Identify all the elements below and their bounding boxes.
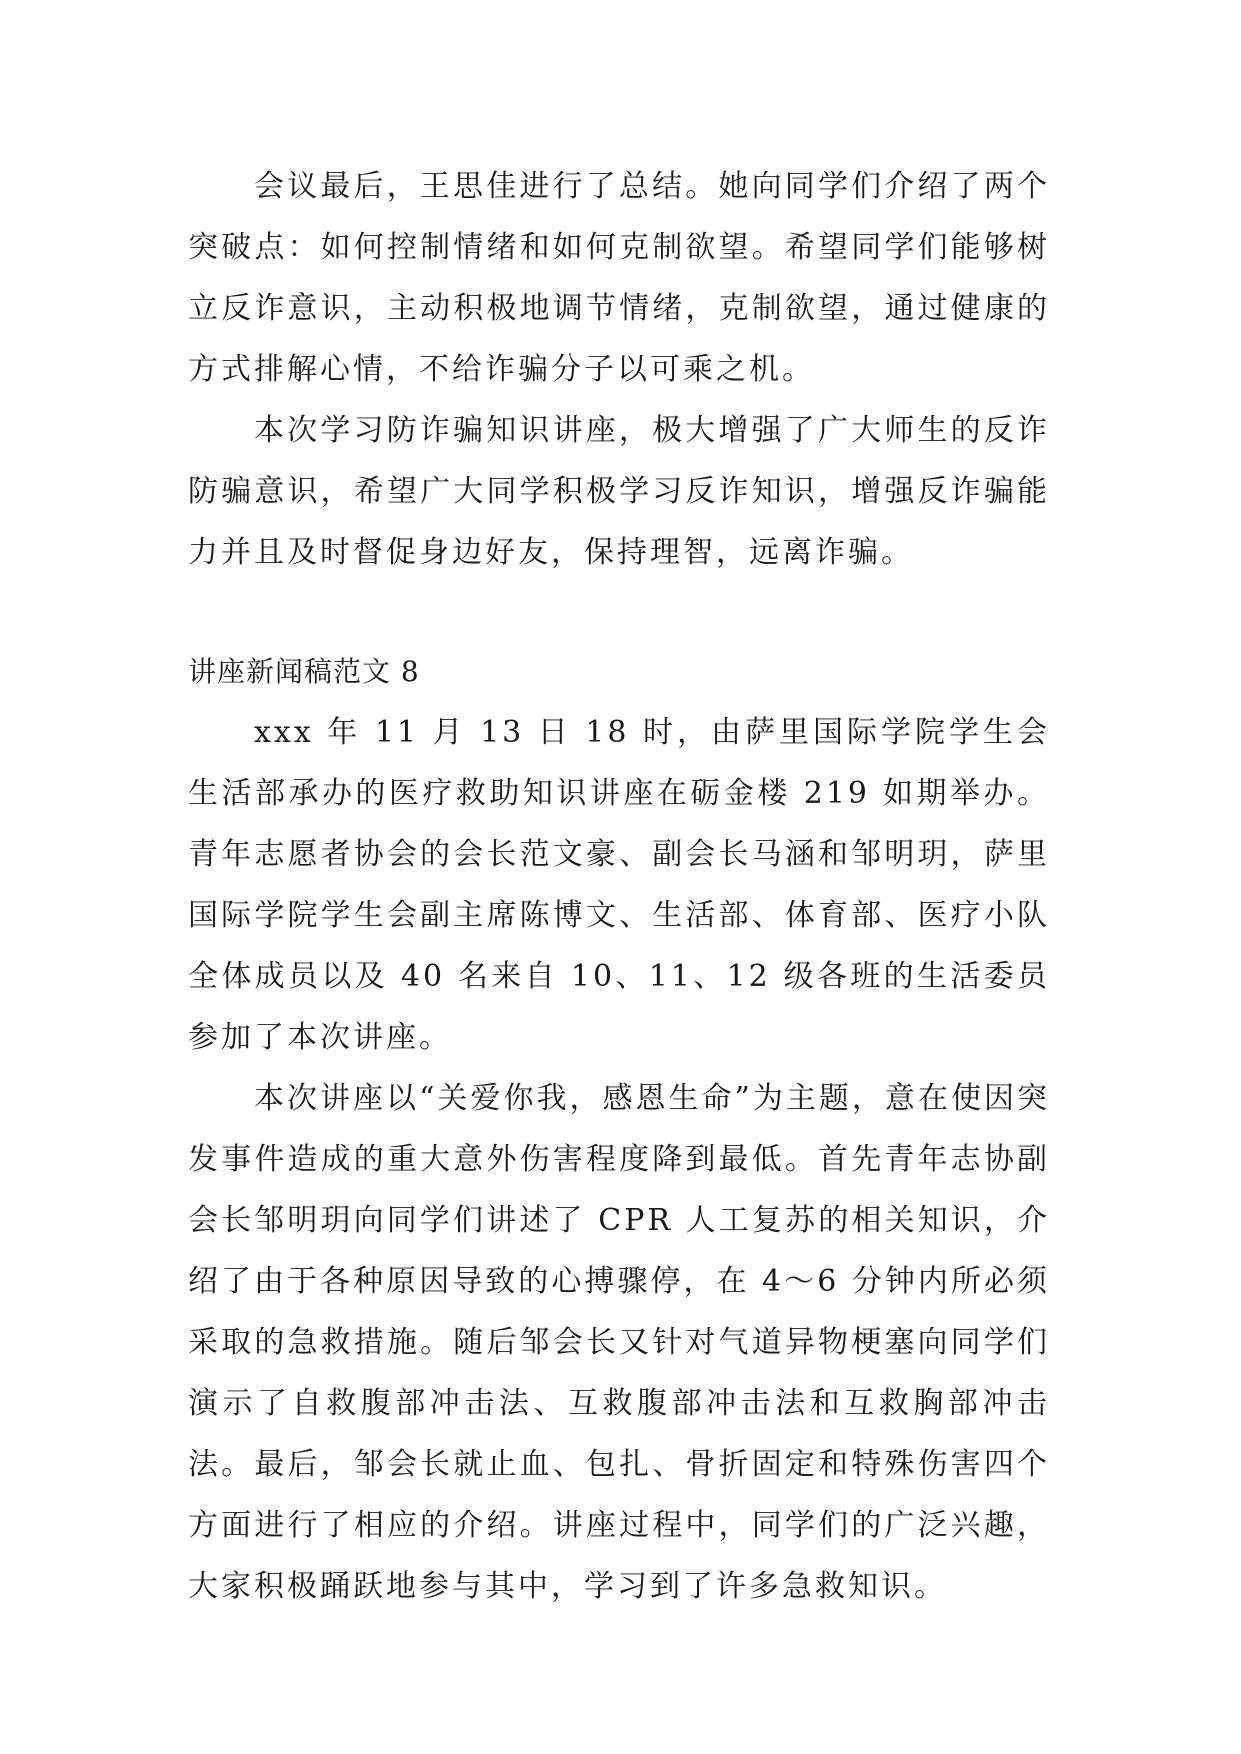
paragraph-lecture-details: 本次讲座以“关爱你我，感恩生命”为主题，意在使因突发事件造成的重大意外伤害程度降到最低。首先青年志协副会长邹明玥向同学们讲述了 CPR 人工复苏的相关知识，介绍了由于各种原因导致的心搏骤停，在 4～6 分钟内所必须采取的急救措施。随后邹会长又针对气道异物梗塞向同学们演示了自救腹部冲击法、互救腹部冲击法和互救胸部冲击法。最后，邹会长就止血、包扎、骨折固定和特殊伤害四个方面进行了相应的介绍。讲座过程中，同学们的广泛兴趣，大家积极踊跃地参与其中，学习到了许多急救知识。 (188, 1081, 1050, 1604)
paragraph-lecture-intro: xxx 年 11 月 13 日 18 时，由萨里国际学院学生会生活部承办的医疗救助知识讲座在砺金楼 219 如期举办。青年志愿者协会的会长范文豪、副会长马涵和邹明玥，萨里国际学院学生会副主席陈博文、生活部、体育部、医疗小队全体成员以及 40 名来自 10、11、12 级各班的生活委员参加了本次讲座。 (188, 715, 1050, 1055)
paragraph-lecture-conclusion: 本次学习防诈骗知识讲座，极大增强了广大师生的反诈防骗意识，希望广大同学积极学习反诈知识，增强反诈骗能力并且及时督促身边好友，保持理智，远离诈骗。 (188, 413, 1050, 570)
document-body (188, 156, 1050, 1617)
section-heading: 讲座新闻稿范文 8 (188, 655, 420, 688)
paragraph-meeting-summary: 会议最后，王思佳进行了总结。她向同学们介绍了两个突破点：如何控制情绪和如何克制欲望。希望同学们能够树立反诈意识，主动积极地调节情绪，克制欲望，通过健康的方式排解心情，不给诈骗分子以可乘之机。 (188, 169, 1050, 387)
